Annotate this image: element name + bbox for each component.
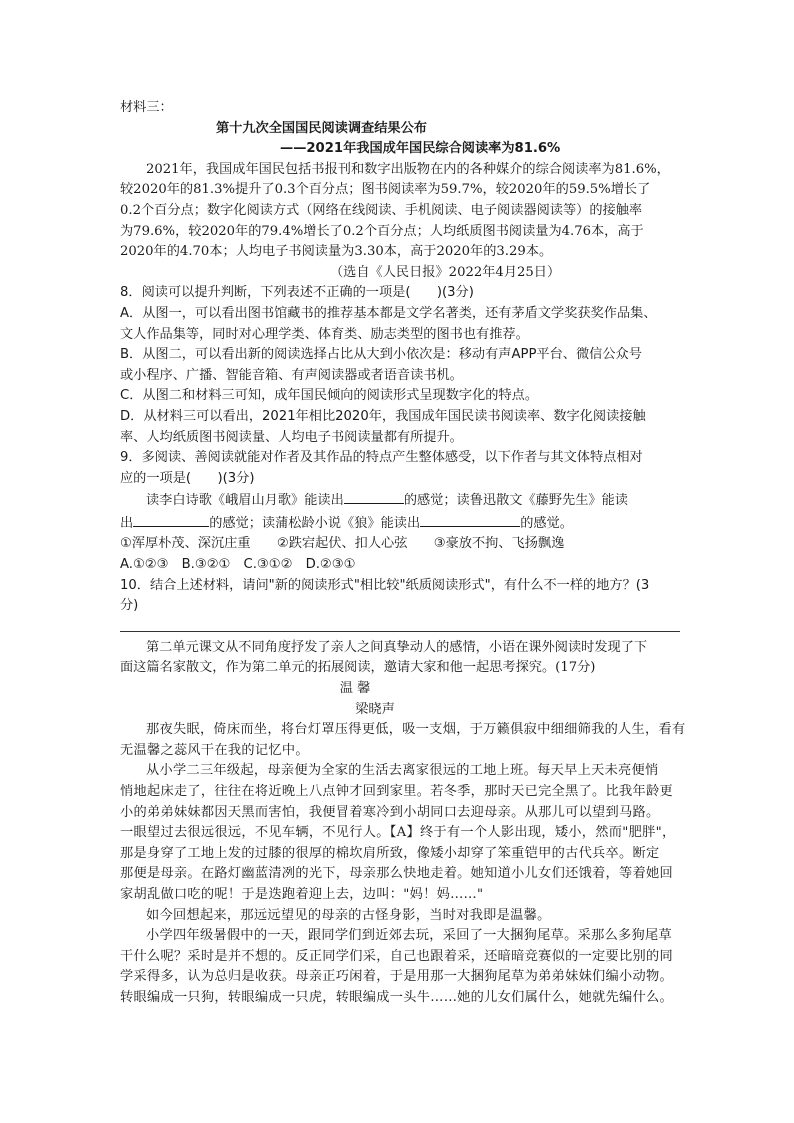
- material-title: 第十九次全国国民阅读调查结果公布: [216, 120, 427, 136]
- essay-line: 那夜失眠，倚床而坐，将台灯罩压得更低，吸一支烟，于万籁俱寂中细细筛我的人生，看有: [146, 722, 686, 738]
- essay-line: 那是身穿了工地上发的过膝的很厚的棉坎肩所致，像矮小却穿了笨重铠甲的古代兵卒。断定: [120, 845, 660, 861]
- essay-line: 家胡乱做口吃的呢！于是迭跑着迎上去，边叫："妈！妈……": [120, 886, 484, 902]
- essay-line: 一眼望过去很远很远，不见车辆，不见行人。【A】终于有一个人影出现，矮小，然而"肥胖"，: [120, 825, 676, 841]
- answer-line[interactable]: [120, 631, 680, 632]
- essay-line: 如今回想起来，那远远望见的母亲的古怪身影，当时对我即是温馨。: [146, 907, 551, 923]
- answer-blank[interactable]: [344, 489, 404, 504]
- material-source: （选自《人民日报》2022年4月25日）: [330, 264, 561, 280]
- question-9-stem: 9．多阅读、善阅读就能对作者及其作品的特点产生整体感受，以下作者与其文体特点相对: [120, 450, 643, 466]
- question-9-text: 的感觉。: [520, 515, 573, 531]
- material-body-line: 为79.6%，较2020年的79.4%增长了0.2个百分点；人均纸质图书阅读量为4.76本，高于: [120, 223, 644, 239]
- material-subtitle: ——2021年我国成年国民综合阅读率为81.6%: [280, 141, 561, 157]
- material-label: 材料三：: [120, 100, 173, 115]
- question-10-stem: 10．结合上述材料，请问"新的阅读形式"相比较"纸质阅读形式"，有什么不一样的地方？(3: [120, 577, 650, 593]
- essay-line: 学采得多，认为总归是收获。母亲正巧闲着，于是用那一大捆狗尾草为弟弟妹妹们编小动物。: [120, 969, 673, 985]
- essay-author: 梁晓声: [355, 701, 395, 717]
- question-8-option-line: A．从图一，可以看出图书馆藏书的推荐基本都是文学名著类，还有茅盾文学奖获奖作品集、: [120, 305, 657, 321]
- question-9-choices: ①浑厚朴茂、深沉庄重 ②跌宕起伏、扣人心弦 ③豪放不拘、飞扬飘逸: [120, 536, 565, 552]
- material-body-line: 较2020年的81.3%提升了0.3个百分点；图书阅读率为59.7%，较2020年的59.5%增长了: [120, 182, 651, 198]
- question-8-option-line: 文人作品集等，同时对心理学类、体育类、励志类型的图书也有推荐。: [120, 326, 529, 342]
- essay-line: 悄地起床走了，往往在将近晚上八点钟才回到家里。若冬季，那时天已完全黑了。比我年龄更: [120, 784, 673, 799]
- question-9-text: 的感觉；读鲁迅散文《藤野先生》能读: [403, 493, 628, 509]
- question-8-option-line: B．从图二，可以看出新的阅读选择占比从大到小依次是：移动有声APP平台、微信公众号: [120, 347, 642, 363]
- question-8-option-line: D．从材料三可以看出，2021年相比2020年，我国成年国民读书阅读率、数字化阅读接触: [120, 408, 646, 424]
- part2-intro: 第二单元课文从不同角度抒发了亲人之间真挚动人的感情，小语在课外阅读时发现了下: [146, 639, 648, 655]
- answer-blank[interactable]: [133, 512, 209, 527]
- essay-line: 那便是母亲。在路灯幽蓝清冽的光下，母亲那么快地走着。她知道小儿女们还饿着，等着她回: [120, 866, 673, 882]
- material-body-line: 2020年的4.70本；人均电子书阅读量为3.30本，高于2020年的3.29本。: [120, 244, 553, 260]
- material-body-line: 0.2个百分点；数字化阅读方式（网络在线阅读、手机阅读、电子阅读器阅读等）的接触率: [120, 202, 643, 218]
- essay-line: 小的弟弟妹妹都因天黑而害怕，我便冒着寒冷到小胡同口去迎母亲。从那儿可以望到马路。: [120, 804, 660, 820]
- essay-title: 温 馨: [339, 681, 371, 697]
- question-9-text: 读李白诗歌《峨眉山月歌》能读出: [146, 493, 344, 509]
- question-10-stem: 分): [120, 598, 139, 614]
- material-body-line: 2021年，我国成年国民包括书报刊和数字出版物在内的各种媒介的综合阅读率为81.6%，: [146, 161, 670, 177]
- essay-line: 转眼编成一只狗，转眼编成一只虎，转眼编成一头牛……她的儿女们属什么，她就先编什么。: [120, 989, 673, 1005]
- question-9-sentence: [120, 489, 680, 512]
- page: [120, 98, 686, 1009]
- question-9-sentence: [120, 512, 680, 535]
- question-9-answers: A.①②③ B.③②① C.③①② D.②③①: [120, 557, 356, 573]
- question-9-stem: 应的一项是( )(3分): [120, 470, 255, 486]
- question-8-option-line: C．从图二和材料三可知，成年国民倾向的阅读形式呈现数字化的特点。: [120, 388, 539, 404]
- answer-blank[interactable]: [420, 512, 520, 527]
- question-8-stem: 8．阅读可以提升判断，下列表述不正确的一项是( )(3分): [120, 285, 474, 301]
- essay-line: 小学四年级暑假中的一天，跟同学们到近郊去玩，采回了一大捆狗尾草。采那么多狗尾草: [146, 928, 673, 944]
- essay-line: 干什么呢？采时是并不想的。反正同学们采，自己也跟着采，还暗暗竞赛似的一定要比别的同: [120, 948, 673, 964]
- essay-body: [120, 720, 686, 1008]
- question-9-text: 的感觉；读蒲松龄小说《狼》能读出: [209, 515, 421, 531]
- essay-line: 从小学二三年级起，母亲便为全家的生活去离家很远的工地上班。每天早上天未亮便悄: [146, 763, 659, 779]
- part2-intro: 面这篇名家散文，作为第二单元的拓展阅读，邀请大家和他一起思考探究。(17分): [120, 660, 596, 676]
- essay-line: 无温馨之蕊风干在我的记忆中。: [120, 742, 309, 758]
- question-9-text: 出: [120, 515, 134, 531]
- question-8-option-line: 或小程序、广播、智能音箱、有声阅读器或者语音读书机。: [120, 367, 463, 383]
- question-8-option-line: 率、人均纸质图书阅读量、人均电子书阅读量都有所提升。: [120, 429, 463, 445]
